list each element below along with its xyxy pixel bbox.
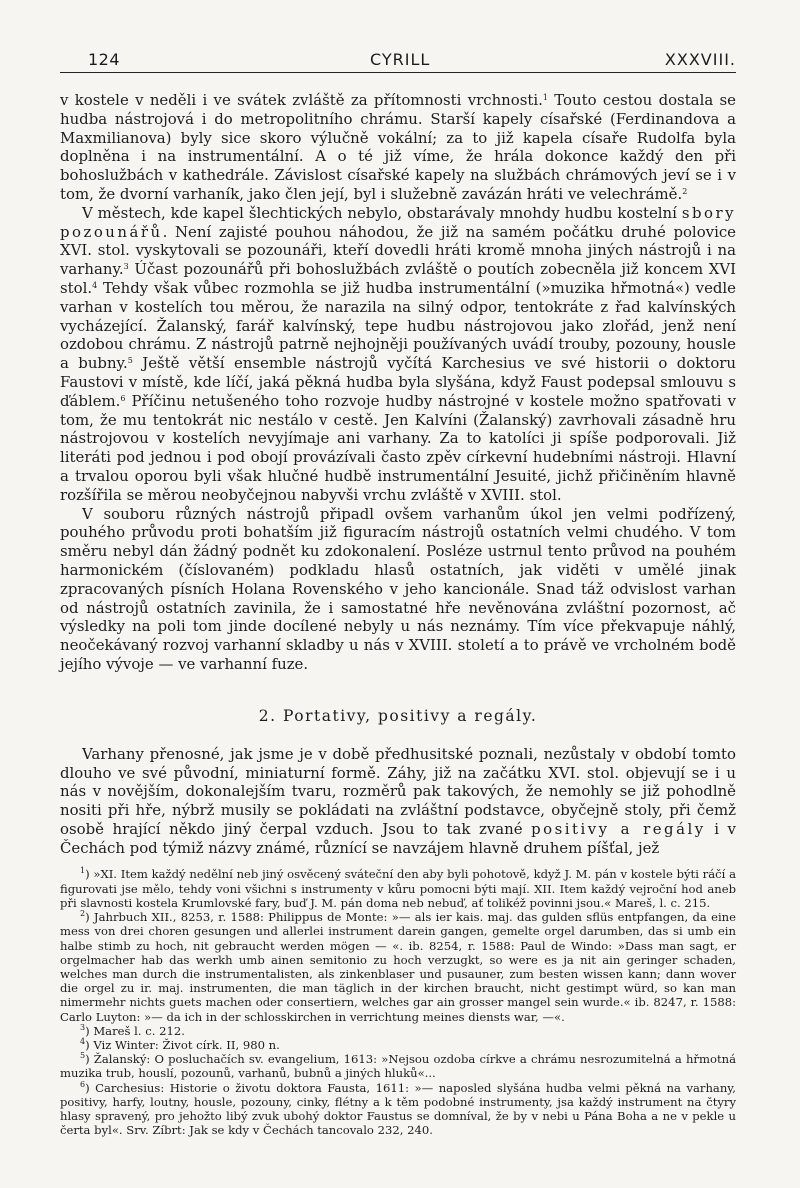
footnote: $^2$) Jahrbuch XII., 8253, r. 1588: Philippus de Monte: »— als ier kais. maj. das gulden sflüs entpfangen, da eine mess von drei choren gesungen und allerlei instrument darein gangen, gemelte orgel darumben, das si umb ein halbe stimb zu hoch, nit gebraucht werden mögen — «. ib. 8254, r. 1588: Paul de Windo: »Dass man sagt, er orgelmacher hab das werkh umb ainen semitonio zu hoch verzugkt, so were es ja nit ain geringer schaden, welches man durch die instrumentalisten, als zinkenblaser und pusauner, zum besten wissen kann; dann wover die orgel zu ir. maj. instrumenten, die man täglich in der kirchen braucht, nicht gestimpt würd, so kan man nimermehr nichts guets machen oder consertiern, welches gar ain grosser mangel sein wurde.« ib. 8247, r. 1588: Carlo Luyton: »— da ich in der schlosskirchen in verrichtung meines diensts war, —«. [60,909,736,1024]
footnote-text: Mareš l. c. 212. [93,1023,185,1038]
text-run: Účast pozounářů při bohoslužbách zvláště o poutích zobecněla již koncem XVI stol. [60,260,736,297]
footnote-number: 2 [80,909,86,919]
text-run: . Není zajisté pouhou náhodou, že již na samém počátku druhé polovice XVI. stol. vyskytovali se pozounáři, kteří dovedli hráti kromě mnoha jiných nástrojů i na varhany. [60,222,736,279]
text-run: Touto cestou dostala se hudba nástrojová i do metropolitního chrámu. Starší kapely císařské (Ferdinandova a Maxmilianova) byly sice skoro výlučně vokální; za to již kapela císaře Rudolfa byla doplněna i na instrumentální. A o té již víme, že hrála dokonce každý den při bohoslužbách v kathedrále. Závislost císařské kapely na službách chrámových jeví se i v tom, že dvorní varhaník, jako člen její, byl i služebně zavázán hráti ve velechrámě. [60,91,736,203]
footnote-number: 5 [80,1051,86,1061]
footnote: $^3$) Mareš l. c. 212. [80,1022,185,1038]
running-header [60,50,736,73]
paragraph [60,91,736,204]
footnote-ref: 3 [123,262,129,272]
running-title: CYRILL [370,50,431,69]
text-run: Varhany přenosné, jak jsme je v době předhusitské poznali, nezůstaly v období tomto dlouho ve své původní, miniaturní formě. Záhy, již na začátku XVI. stol. objevují se i u nás v novějším, dokonalejším tvaru, rozměrů pak takových, že nemohly se již pohodlně nositi při hře, nýbrž musily se pokládati na zvláštní podstavce, obyčejně stoly, při čemž osobě hrající někdo jiný čerpal vzduch. Jsou to tak zvané [60,744,736,838]
footnote-number: 1 [80,866,86,876]
chapter-number: XXXVIII. [664,50,736,69]
emphasis-spaced: positivy a regály [531,819,706,838]
footnote-text: Jahrbuch XII., 8253, r. 1588: Philippus de Monte: »— als ier kais. maj. das gulden sflüs entpfangen, da eine mess von drei choren gesungen und allerlei instrument darein gangen, gemelte orgel darumben, das si umb ein halbe stimb zu hoch, nit gebraucht werden mögen — «. ib. 8254, r. 1588: Paul de Windo: »Dass man sagt, er orgelmacher hab das werkh umb ainen semitonio zu hoch verzugkt, so were es ja nit ain geringer schaden, welches man durch die instrumentalisten, als zinkenblaser und pusauner, zum besten wissen kann; dann wover die orgel zu ir. maj. instrumenten, die man täglich in der kirchen braucht, nicht gestimpt würd, so kan man nimermehr nichts guets machen oder consertiern, welches gar ain grosser mangel sein wurde.« ib. 8247, r. 1588: Carlo Luyton: »— da ich in der schlosskirchen in verrichtung meines diensts war, —«. [60,910,736,1024]
text-run: Ještě větší ensemble nástrojů vyčítá Karchesius ve své historii o doktoru Faustovi v místě, kde líčí, jaká pěkná hudba byla slyšána, když Faust podepsal smlouvu s ďáblem. [60,354,736,410]
footnote: $^1$) »XI. Item každý nedělní neb jiný osvěcený sváteční den aby byli pohotově, když J. M. pán v kostele býti ráčí a figurovati jse mělo, tehdy voni všichni s instrumenty v kůru pomocni býti mají. XII. Item každý vejroční hod aneb při slavnosti kostela Krumlovské fary, buď J. M. pán doma neb nebuď, ať tolikéž povinni jsou.« Mareš, l. c. 215. [60,866,736,910]
footnote-number: 6 [80,1079,86,1089]
paragraph [60,745,736,858]
text-run: Příčinu netušeného toho rozvoje hudby nástrojné v kostele možno spatřovati v tom, že mu tentokrát nic nestálo v cestě. Jen Kalvíni (Žalanský) zavrhovali zásadně hru nástrojovou v kostelích nevyjímaje ani varhany. Za to katolíci ji spíše podporovali. Již literáti pod jednou i pod obojí provázívali často zpěv církevní hudebními nástroji. Hlavní a trvalou oporou byli však hlučné hudbě instrumentální Jesuité, jichž přičiněním hlavně rozšířila se měrou neobyčejnou nabyvši vrchu zvláště v XVIII. stol. [60,391,736,504]
footnote-ref: 6 [120,393,126,403]
footnote-ref: 2 [682,186,688,196]
text-run: i v Čechách pod týmiž názvy známé, různící se navzájem hlavně druhem píšťal, jež [60,819,736,857]
main-text [60,91,736,674]
footnote-ref: 1 [542,93,548,102]
footnote-number: 3 [80,1022,86,1032]
footnote-text: Žalanský: O posluchačích sv. evangelium, 1613: »Nejsou ozdoba církve a chrámu nesrozumitelná a hřmotná muzika trub, houslí, pozounů, varhanů, bubnů a jiných hluků«... [60,1052,736,1081]
text-run: V městech, kde kapel šlechtických nebylo, obstarávaly mnohdy hudbu kostelní [82,203,682,222]
text-run: v kostele v neděli i ve svátek zvláště za přítomnosti vrchnosti. [60,91,543,109]
paragraph [60,204,736,505]
footnote: $^6$) Carchesius: Historie o životu doktora Fausta, 1611: »— naposled slyšána hudba velmi pěkná na varhany, positivy, harfy, loutny, housle, pozouny, cinky, flétny a k těm podobné instrumenty, jsa každý instrument na čtyry hlasy spravený, pro jehožto libý zvuk ubohý doktor Faustus se domníval, že by v nebi u Pána Boha a ne v pekle u čerta byl«. Srv. Zíbrt: Jak se kdy v Čechách tancovalo 232, 240. [60,1079,736,1138]
section-title: 2. Portativy, positivy a regály. [258,706,538,725]
section-text [60,745,736,858]
footnote-ref: 4 [92,280,98,290]
footnote-text: Viz Winter: Život círk. II, 980 n. [93,1037,280,1052]
footnote-ref: 5 [127,356,133,366]
page-number: 124 [88,50,121,69]
footnote-text: Carchesius: Historie o životu doktora Fausta, 1611: »— naposled slyšána hudba velmi pěkná na varhany, positivy, harfy, loutny, housle, pozouny, cinky, flétny a k těm podobné instrumenty, jsa každý instrument na čtyry hlasy spravený, pro jehožto libý zvuk ubohý doktor Faustus se domníval, že by v nebi u Pána Boha a ne v pekle u čerta byl«. Srv. Zíbrt: Jak se kdy v Čechách tancovalo 232, 240. [60,1080,736,1138]
footnotes [60,867,736,1137]
footnote: $^4$) Viz Winter: Život círk. II, 980 n. [80,1036,280,1052]
page [60,50,736,1137]
footnote-text: »XI. Item každý nedělní neb jiný osvěcený sváteční den aby byli pohotově, když J. M. pán v kostele býti ráčí a figurovati jse mělo, tehdy voni všichni s instrumenty v kůru pomocni býti mají. XII. Item každý vejroční hod aneb při slavnosti kostela Krumlovské fary, buď J. M. pán doma neb nebuď, ať tolikéž povinni jsou.« Mareš, l. c. 215. [60,867,736,910]
footnote: $^5$) Žalanský: O posluchačích sv. evangelium, 1613: »Nejsou ozdoba církve a chrámu nesrozumitelná a hřmotná muzika trub, houslí, pozounů, varhanů, bubnů a jiných hluků«... [60,1051,736,1081]
emphasis-spaced: sbory pozounářů [60,203,736,241]
text-run: Tehdy však vůbec rozmohla se již hudba instrumentální (»muzika hřmotná«) vedle varhan v kostelích tou měrou, že narazila na silný odpor, tentokráte z řad kalvínských vycházející. Žalanský, farář kalvínský, tepe hudbu nástrojovou jako zlořád, jenž není ozdobou chrámu. Z nástrojů patrně nejhojněji používaných uvádí trouby, pozouny, housle a bubny. [60,278,736,373]
footnote-number: 4 [80,1036,86,1046]
paragraph: V souboru různých nástrojů připadl ovšem varhanům úkol jen velmi podřízený, pouhého průvodu proti bohatším již figuracím nástrojů ostatních velmi chudého. V tom směru nebyl dán žádný podnět ku zdokonalení. Posléze ustrnul tento průvod na pouhém harmonickém (číslovaném) podkladu hlasů ostatních, jak viděti v umělé jinak zpracovaných písních Holana Rovenského v jeho kancionále. Snad táž odvislost varhan od nástrojů ostatních zavinila, že i samostatné hře nevěnována zvláštní pozornost, ač výsledky na poli tom jinde docílené nebyly u nás neznámy. Tím více překvapuje náhlý, neočekávaný rozvoj varhanní skladby u nás v XVIII. století a to právě ve vrcholném bodě jejího vývoje — ve varhanní fuze. [60,504,736,673]
